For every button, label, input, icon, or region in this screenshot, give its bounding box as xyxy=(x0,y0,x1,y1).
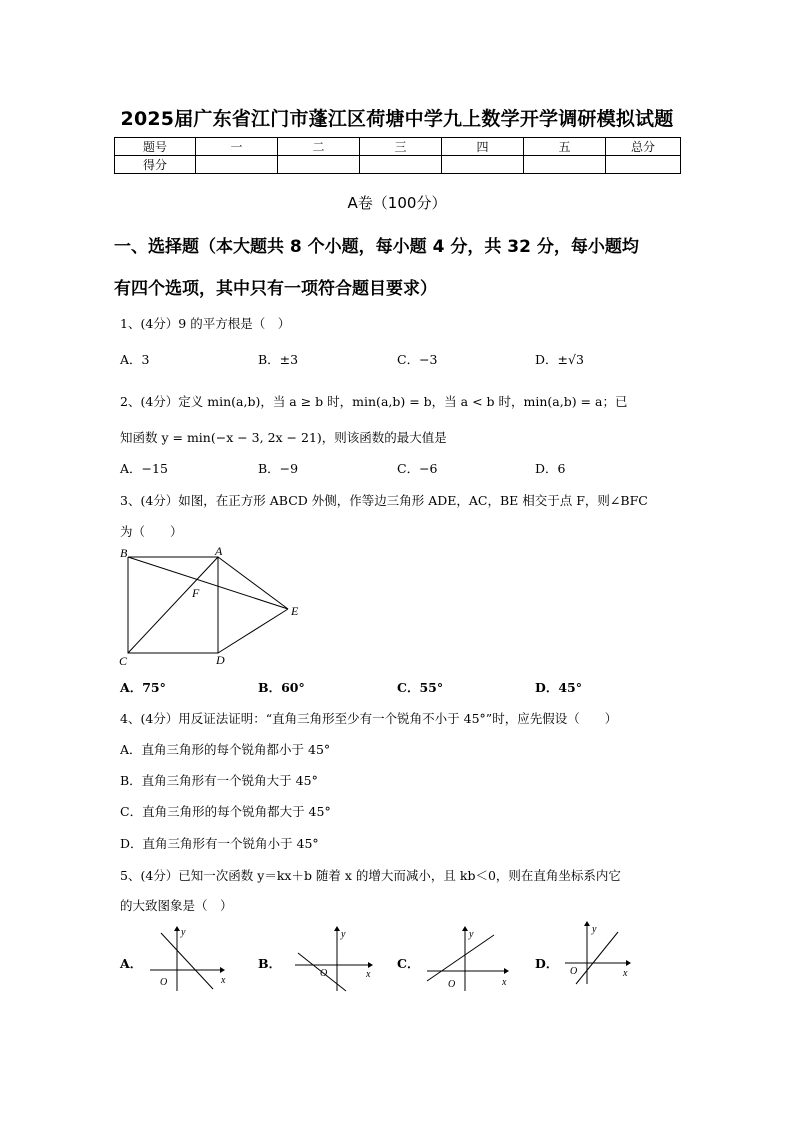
x-axis-arrow xyxy=(220,967,225,973)
q4-option-d[interactable]: D．直角三角形有一个锐角小于 45° xyxy=(120,836,319,851)
label-e: E xyxy=(291,604,299,618)
y-axis-arrow xyxy=(334,926,340,931)
graph-line xyxy=(161,933,213,989)
axis-label-y: y xyxy=(469,929,474,940)
page-title: 2025届广东省江门市蓬江区荷塘中学九上数学开学调研模拟试题 xyxy=(120,108,674,130)
part1-heading-line1: 一、选择题（本大题共 8 个小题，每小题 4 分，共 32 分，每小题均 xyxy=(114,237,639,257)
table-cell: 一 xyxy=(196,138,278,156)
axis-label-origin: O xyxy=(448,979,456,990)
q5-option-c-label[interactable]: C． xyxy=(397,956,420,971)
x-axis-arrow xyxy=(368,962,373,968)
table-cell-empty[interactable] xyxy=(360,156,442,174)
paper-section-heading: A卷（100分） xyxy=(347,194,447,212)
q4-option-c[interactable]: C．直角三角形的每个锐角都大于 45° xyxy=(120,804,331,819)
table-cell: 总分 xyxy=(606,138,681,156)
label-b: B xyxy=(120,546,128,560)
q3-option-c[interactable]: C．55° xyxy=(397,680,444,695)
table-cell: 三 xyxy=(360,138,442,156)
table-cell: 二 xyxy=(278,138,360,156)
graph-line xyxy=(427,935,494,981)
label-d: D xyxy=(216,653,225,667)
q2-stem-line1: 2、(4分）定义 min(a,b)，当 a ≥ b 时，min(a,b) = b，当 a < b 时，min(a,b) = a；已 xyxy=(120,394,628,409)
axis-label-x: x xyxy=(623,968,628,979)
q3-stem-line2: 为（ ） xyxy=(120,524,183,539)
axis-label-y: y xyxy=(341,929,346,940)
q1-stem: 1、(4分）9 的平方根是（ ） xyxy=(120,316,291,331)
q4-stem: 4、(4分）用反证法证明：“直角三角形至少有一个锐角不小于 45°”时，应先假设（ ） xyxy=(120,711,618,726)
q1-option-c[interactable]: C．−3 xyxy=(397,352,438,367)
q3-option-b[interactable]: B．60° xyxy=(258,680,305,695)
segment-de xyxy=(218,609,288,653)
y-axis-arrow xyxy=(584,921,590,926)
q3-stem-line1: 3、(4分）如图，在正方形 ABCD 外侧，作等边三角形 ADE，AC，BE 相交于点 F，则∠BFC xyxy=(120,493,648,508)
q5-option-b-label[interactable]: B． xyxy=(258,956,282,971)
q2-stem-line2: 知函数 y = min(−x − 3, 2x − 21)，则该函数的最大值是 xyxy=(120,430,447,445)
score-table-header-row xyxy=(115,138,681,156)
axis-label-x: x xyxy=(502,977,507,988)
q5-stem-line2: 的大致图象是（ ） xyxy=(120,898,233,913)
q4-option-a[interactable]: A．直角三角形的每个锐角都小于 45° xyxy=(120,742,331,757)
q3-square-figure xyxy=(112,545,312,670)
table-cell-empty[interactable] xyxy=(442,156,524,174)
table-cell: 四 xyxy=(442,138,524,156)
label-f: F xyxy=(192,586,200,600)
q2-option-a[interactable]: A．−15 xyxy=(120,461,168,476)
q2-option-d[interactable]: D．6 xyxy=(535,461,566,476)
q3-option-d[interactable]: D．45° xyxy=(535,680,582,695)
q5-option-d-label[interactable]: D． xyxy=(535,956,559,971)
table-cell: 得分 xyxy=(115,156,196,174)
y-axis-arrow xyxy=(174,926,180,931)
q5-graph-a xyxy=(145,925,230,993)
axis-label-x: x xyxy=(221,975,226,986)
q5-stem-line1: 5、(4分）已知一次函数 y＝kx＋b 随着 x 的增大而减小，且 kb＜0，则在直角坐标系内它 xyxy=(120,868,621,883)
axis-label-origin: O xyxy=(160,977,168,988)
label-a: A xyxy=(215,545,223,558)
q2-option-c[interactable]: C．−6 xyxy=(397,461,438,476)
axis-label-x: x xyxy=(366,969,371,980)
q5-graph-d xyxy=(560,920,640,988)
q4-option-b[interactable]: B．直角三角形有一个锐角大于 45° xyxy=(120,773,318,788)
score-table xyxy=(114,137,681,174)
axis-label-y: y xyxy=(592,924,597,935)
graph-line xyxy=(576,932,618,984)
table-cell: 题号 xyxy=(115,138,196,156)
axis-label-origin: O xyxy=(570,966,578,977)
q5-graph-b xyxy=(290,925,375,993)
q1-option-a[interactable]: A．3 xyxy=(120,352,150,367)
table-cell-empty[interactable] xyxy=(524,156,606,174)
q1-option-b[interactable]: B．±3 xyxy=(258,352,299,367)
q5-graph-c xyxy=(422,925,517,993)
q2-option-b[interactable]: B．−9 xyxy=(258,461,299,476)
score-table-score-row xyxy=(115,156,681,174)
axis-label-y: y xyxy=(181,927,186,938)
segment-be xyxy=(128,557,288,609)
axis-label-origin: O xyxy=(320,968,328,979)
table-cell-empty[interactable] xyxy=(606,156,681,174)
table-cell-empty[interactable] xyxy=(196,156,278,174)
label-c: C xyxy=(119,654,128,668)
x-axis-arrow xyxy=(504,968,509,974)
q5-option-a-label[interactable]: A． xyxy=(120,956,143,971)
y-axis-arrow xyxy=(462,926,468,931)
q3-option-a[interactable]: A．75° xyxy=(120,680,166,695)
part1-heading-line2: 有四个选项，其中只有一项符合题目要求） xyxy=(114,279,437,299)
x-axis-arrow xyxy=(626,960,631,966)
q1-option-d[interactable]: D．±√3 xyxy=(535,352,584,367)
table-cell-empty[interactable] xyxy=(278,156,360,174)
segment-ae xyxy=(218,557,288,609)
table-cell: 五 xyxy=(524,138,606,156)
